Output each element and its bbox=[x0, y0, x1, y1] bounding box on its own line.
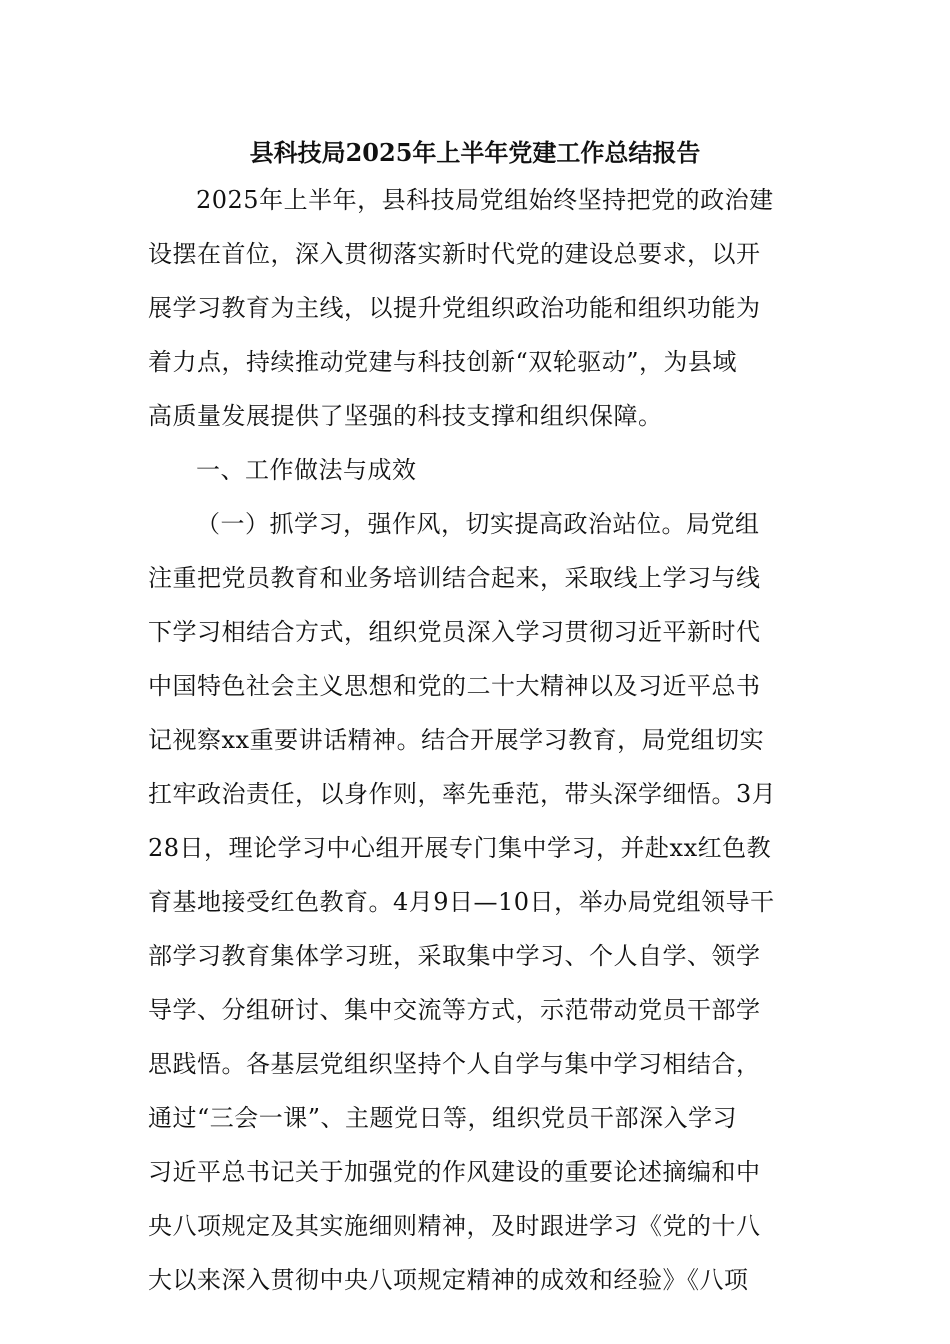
section-heading: 一、工作做法与成效 bbox=[196, 456, 417, 484]
paragraph-line: 高质量发展提供了坚强的科技支撑和组织保障。 bbox=[148, 402, 663, 430]
paragraph-line: 导学、分组研讨、集中交流等方式，示范带动党员干部学 bbox=[148, 996, 761, 1024]
paragraph-line: 扛牢政治责任，以身作则，率先垂范，带头深学细悟。3月 bbox=[148, 780, 777, 808]
paragraph-line: 习近平总书记关于加强党的作风建设的重要论述摘编和中 bbox=[148, 1158, 761, 1186]
subsection-heading-line: （一）抓学习，强作风，切实提高政治站位。局党组 bbox=[196, 510, 760, 538]
paragraph-line: 记视察xx重要讲话精神。结合开展学习教育，局党组切实 bbox=[148, 726, 765, 754]
paragraph-line: 下学习相结合方式，组织党员深入学习贯彻习近平新时代 bbox=[148, 618, 761, 646]
paragraph-line: 通过“三会一课”、主题党日等，组织党员干部深入学习 bbox=[148, 1104, 738, 1132]
paragraph-line: 育基地接受红色教育。4月9日—10日，举办局党组领导干 bbox=[148, 888, 775, 916]
paragraph-line: 央八项规定及其实施细则精神，及时跟进学习《党的十八 bbox=[148, 1212, 761, 1240]
paragraph-line: 中国特色社会主义思想和党的二十大精神以及习近平总书 bbox=[148, 672, 761, 700]
paragraph-line: 部学习教育集体学习班，采取集中学习、个人自学、领学 bbox=[148, 942, 761, 970]
paragraph-line: 大以来深入贯彻中央八项规定精神的成效和经验》《八项 bbox=[148, 1266, 749, 1294]
paragraph-line: 设摆在首位，深入贯彻落实新时代党的建设总要求，以开 bbox=[148, 240, 761, 268]
paragraph-line: 注重把党员教育和业务培训结合起来，采取线上学习与线 bbox=[148, 564, 761, 592]
paragraph-line: 28日，理论学习中心组开展专门集中学习，并赴xx红色教 bbox=[148, 834, 772, 862]
paragraph-line: 思践悟。各基层党组织坚持个人自学与集中学习相结合， bbox=[148, 1050, 761, 1078]
document-title: 县科技局2025年上半年党建工作总结报告 bbox=[249, 138, 701, 167]
paragraph-line: 2025年上半年，县科技局党组始终坚持把党的政治建 bbox=[196, 186, 774, 214]
paragraph-line: 着力点，持续推动党建与科技创新“双轮驱动”，为县域 bbox=[148, 348, 738, 376]
paragraph-line: 展学习教育为主线，以提升党组织政治功能和组织功能为 bbox=[148, 294, 761, 322]
